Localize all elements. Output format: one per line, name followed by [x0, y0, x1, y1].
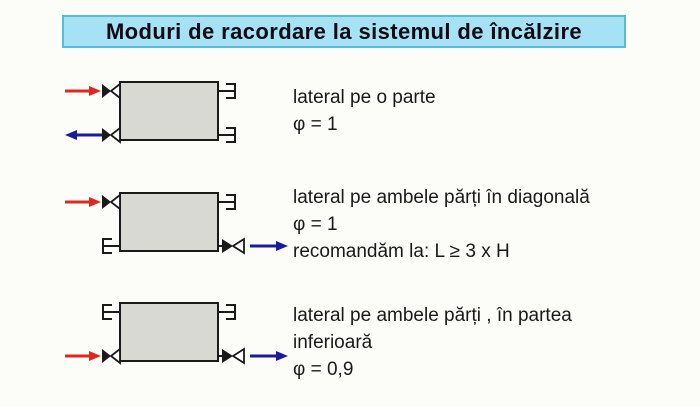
connection-row-3 — [0, 296, 700, 396]
connection-row-2 — [0, 186, 700, 286]
valve-icon — [102, 349, 120, 363]
inlet-arrow-icon — [65, 197, 101, 207]
caption-line: lateral pe ambele părți , în partea — [293, 305, 572, 326]
valve-icon — [218, 349, 244, 363]
page-title-text: Moduri de racordare la sistemul de încălzire — [105, 18, 583, 44]
caption-line: recomandăm la: L ≥ 3 x H — [293, 241, 510, 262]
caption-line: inferioară — [293, 332, 373, 353]
outlet-arrow-icon — [250, 241, 288, 251]
caption-line: lateral pe o parte — [293, 87, 436, 108]
caption-line: φ = 0,9 — [293, 359, 354, 380]
radiator-schematic-1 — [58, 75, 298, 155]
valve-icon — [102, 128, 120, 142]
plug-cap-icon — [218, 305, 235, 319]
inlet-arrow-icon — [65, 86, 101, 96]
outlet-arrow-icon — [65, 130, 102, 140]
radiator-schematic-3 — [58, 296, 298, 376]
inlet-arrow-icon — [65, 351, 101, 361]
radiator-body — [120, 193, 218, 251]
page-title — [62, 15, 626, 48]
plug-cap-icon — [103, 239, 120, 253]
caption-1 — [293, 84, 436, 138]
radiator-schematic-2 — [58, 186, 298, 266]
radiator-body — [120, 82, 218, 140]
plug-cap-icon — [103, 305, 120, 319]
valve-icon — [218, 239, 244, 253]
caption-3 — [293, 302, 572, 383]
valve-icon — [102, 84, 120, 98]
plug-cap-icon — [218, 195, 235, 209]
caption-line: φ = 1 — [293, 114, 338, 135]
radiator-body — [120, 303, 218, 361]
outlet-arrow-icon — [250, 351, 288, 361]
plug-cap-icon — [218, 128, 235, 142]
valve-icon — [102, 195, 120, 209]
caption-line: lateral pe ambele părți în diagonală — [293, 187, 590, 208]
caption-2 — [293, 184, 590, 265]
plug-cap-icon — [218, 84, 235, 98]
connection-row-1 — [0, 75, 700, 175]
caption-line: φ = 1 — [293, 214, 338, 235]
